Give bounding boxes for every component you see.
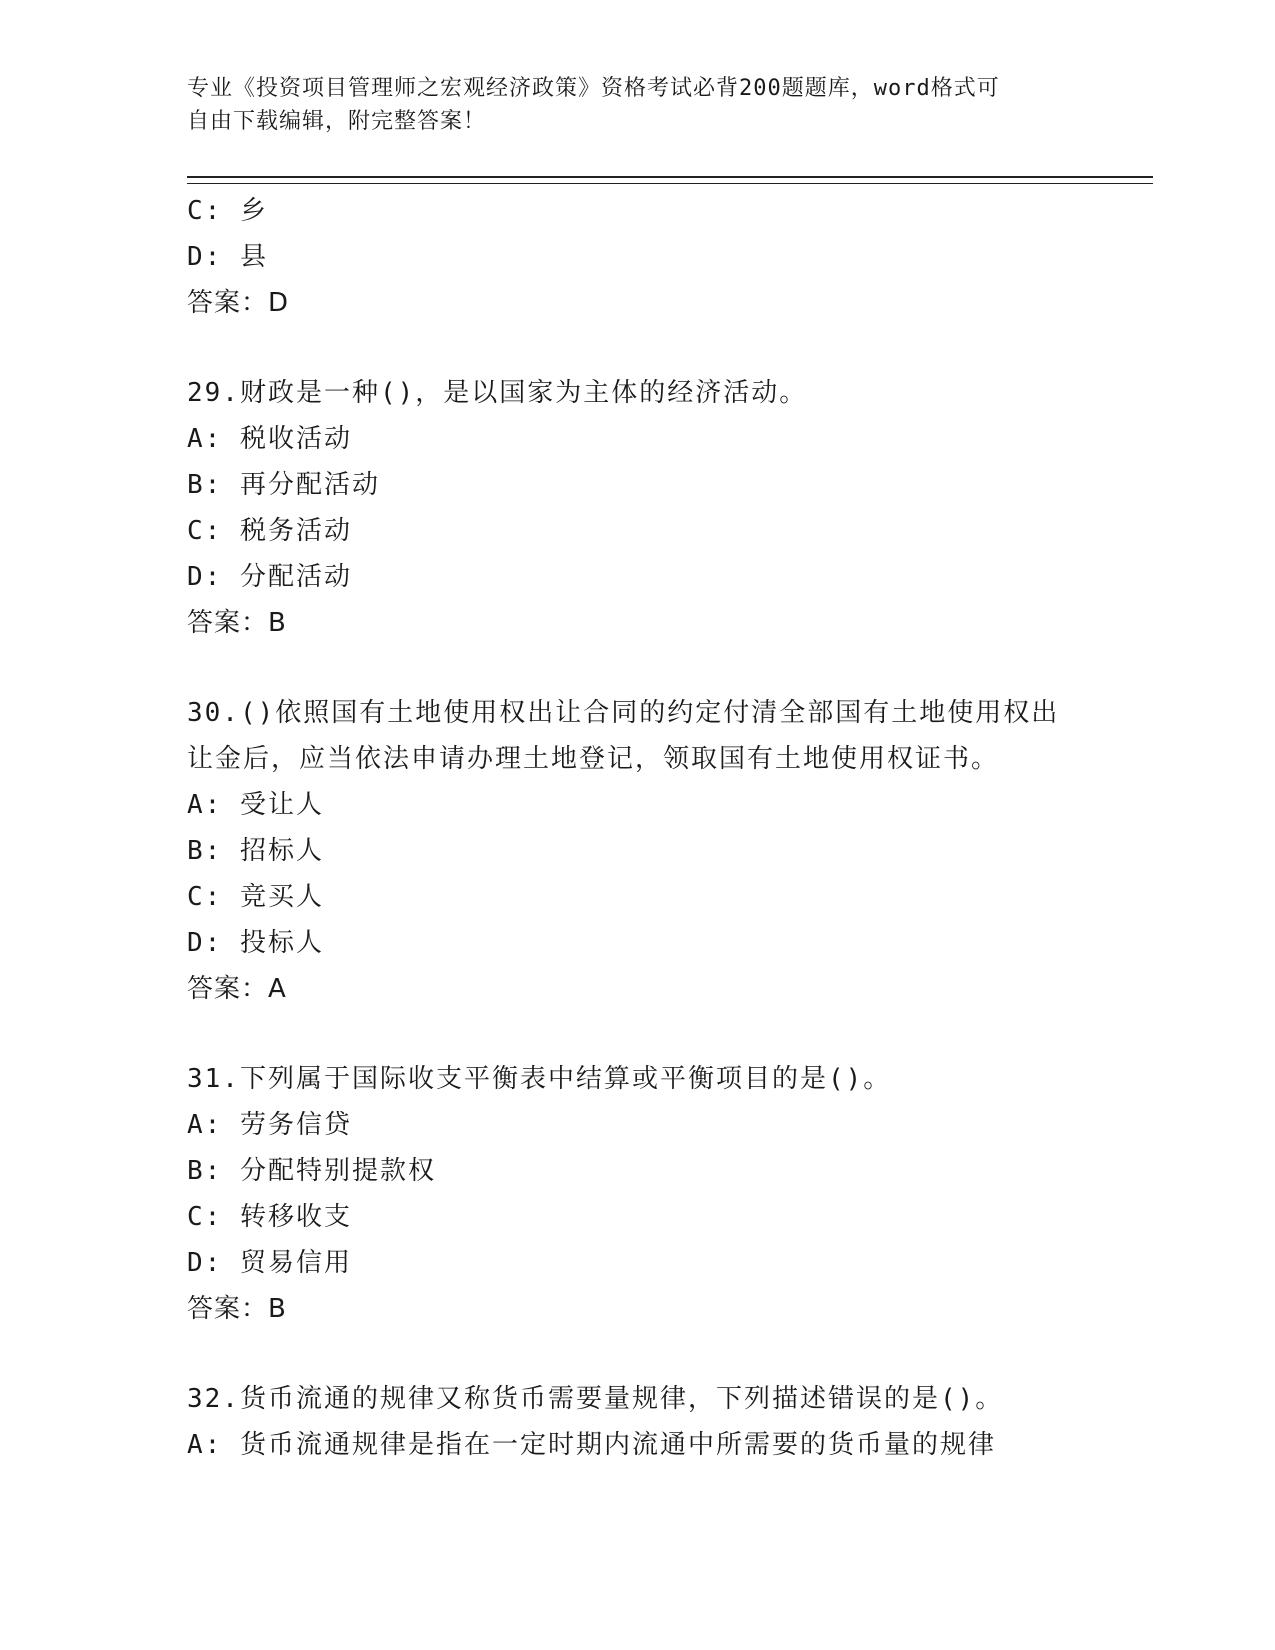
question-31	[187, 1056, 1087, 1332]
answer-line: 答案：B	[187, 608, 287, 638]
option-a: A: 税收活动	[187, 424, 352, 454]
option-a: A: 劳务信贷	[187, 1110, 352, 1140]
document-header	[187, 72, 1087, 138]
question-text	[187, 1056, 1087, 1102]
question-text	[187, 690, 1087, 782]
option-a: A: 受让人	[187, 790, 324, 820]
header-divider-thick	[187, 176, 1153, 178]
question-32	[187, 1376, 1087, 1468]
question-text	[187, 1376, 1087, 1422]
question-text	[187, 370, 1087, 416]
option-b: B: 再分配活动	[187, 470, 380, 500]
option-a: A: 货币流通规律是指在一定时期内流通中所需要的货币量的规律	[187, 1430, 996, 1460]
question-29	[187, 370, 1087, 646]
option-b: B: 招标人	[187, 836, 324, 866]
question-text-line: 32.货币流通的规律又称货币需要量规律，下列描述错误的是()。	[187, 1384, 1004, 1414]
question-text-line: 让金后，应当依法申请办理土地登记，领取国有土地使用权证书。	[187, 744, 1000, 774]
option-d: D: 县	[187, 242, 268, 272]
question-30	[187, 690, 1087, 1012]
option-d: D: 投标人	[187, 928, 324, 958]
question-text-line: 30.()依照国有土地使用权出让合同的约定付清全部国有土地使用权出	[187, 698, 1060, 728]
header-title-line-2: 自由下载编辑，附完整答案！	[187, 109, 487, 134]
option-d: D: 贸易信用	[187, 1248, 352, 1278]
option-c: C: 转移收支	[187, 1202, 352, 1232]
answer-line: 答案：A	[187, 974, 287, 1004]
option-c: C: 乡	[187, 196, 268, 226]
option-c: C: 税务活动	[187, 516, 352, 546]
option-d: D: 分配活动	[187, 562, 352, 592]
question-text-line: 31.下列属于国际收支平衡表中结算或平衡项目的是()。	[187, 1064, 892, 1094]
header-title-line-1: 专业《投资项目管理师之宏观经济政策》资格考试必背200题题库，word格式可	[187, 76, 1000, 101]
answer-line: 答案：B	[187, 1294, 287, 1324]
question-text-line: 29.财政是一种()，是以国家为主体的经济活动。	[187, 378, 808, 408]
option-b: B: 分配特别提款权	[187, 1156, 436, 1186]
header-divider-thin	[187, 183, 1153, 184]
option-c: C: 竞买人	[187, 882, 324, 912]
question-list	[187, 188, 1087, 1468]
question-28-tail	[187, 188, 1087, 326]
answer-line: 答案：D	[187, 288, 290, 318]
